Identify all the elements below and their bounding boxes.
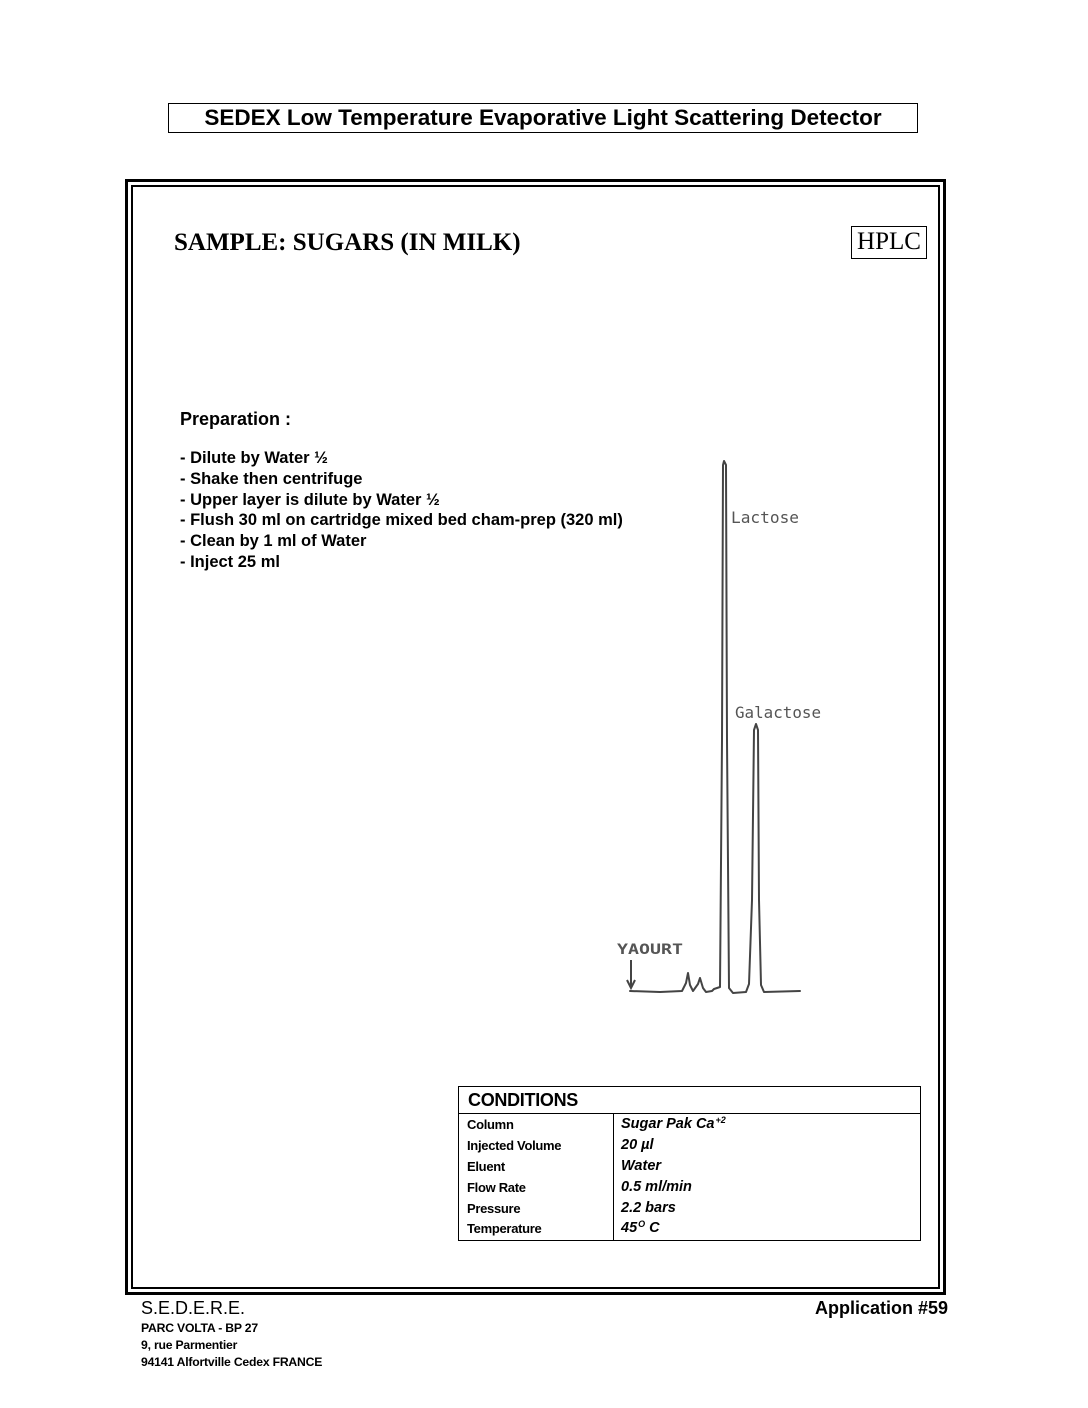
company-name: S.E.D.E.R.E. <box>141 1298 246 1318</box>
condition-value: $45^O$ C <box>621 1219 660 1236</box>
conditions-row <box>459 1156 920 1177</box>
conditions-row <box>459 1198 920 1219</box>
preparation-steps <box>180 448 623 573</box>
preparation-heading: Preparation : <box>180 409 292 429</box>
preparation-step: - Clean by 1 ml of Water <box>180 532 367 551</box>
peak-label: Lactose <box>731 508 799 527</box>
condition-value: 20 µl <box>621 1137 654 1153</box>
preparation-step: - Upper layer is dilute by Water ½ <box>180 490 440 509</box>
condition-label: Flow Rate <box>467 1180 526 1195</box>
chromatogram-trace <box>630 461 800 993</box>
conditions-table <box>458 1086 921 1241</box>
condition-label: Pressure <box>467 1201 521 1216</box>
condition-value: Sugar Pak $Ca^{+2}$ <box>621 1115 726 1132</box>
condition-label: Column <box>467 1117 514 1132</box>
address-line: PARC VOLTA - BP 27 <box>141 1321 258 1335</box>
condition-label: Temperature <box>467 1221 542 1236</box>
conditions-row <box>459 1135 920 1156</box>
preparation-step: - Flush 30 ml on cartridge mixed bed cham-prep (320 ml) <box>180 511 623 530</box>
preparation-step: - Dilute by Water ½ <box>180 449 328 467</box>
preparation-step: - Inject 25 ml <box>180 552 280 571</box>
condition-label: Injected Volume <box>467 1138 562 1153</box>
conditions-title: CONDITIONS <box>459 1087 920 1114</box>
detector-title: SEDEX Low Temperature Evaporative Light Scattering Detector <box>168 103 918 133</box>
condition-label: Eluent <box>467 1159 505 1174</box>
condition-value: 0.5 ml/min <box>621 1179 692 1195</box>
conditions-row <box>459 1114 920 1135</box>
injection-label: YAOURT <box>617 942 683 958</box>
address-line: 94141 Alfortville Cedex FRANCE <box>141 1355 323 1369</box>
address-line: 9, rue Parmentier <box>141 1338 238 1352</box>
preparation-step: - Shake then centrifuge <box>180 469 363 488</box>
conditions-row <box>459 1177 920 1198</box>
condition-value: Water <box>621 1158 662 1174</box>
condition-value: 2.2 bars <box>621 1200 676 1216</box>
application-number: Application #59 <box>814 1298 948 1318</box>
conditions-row <box>459 1218 920 1239</box>
chromatogram <box>600 440 840 1020</box>
peak-label: Galactose <box>735 703 821 722</box>
technique-badge: HPLC <box>851 226 927 259</box>
sample-title: SAMPLE: SUGARS (IN MILK) <box>174 229 521 256</box>
